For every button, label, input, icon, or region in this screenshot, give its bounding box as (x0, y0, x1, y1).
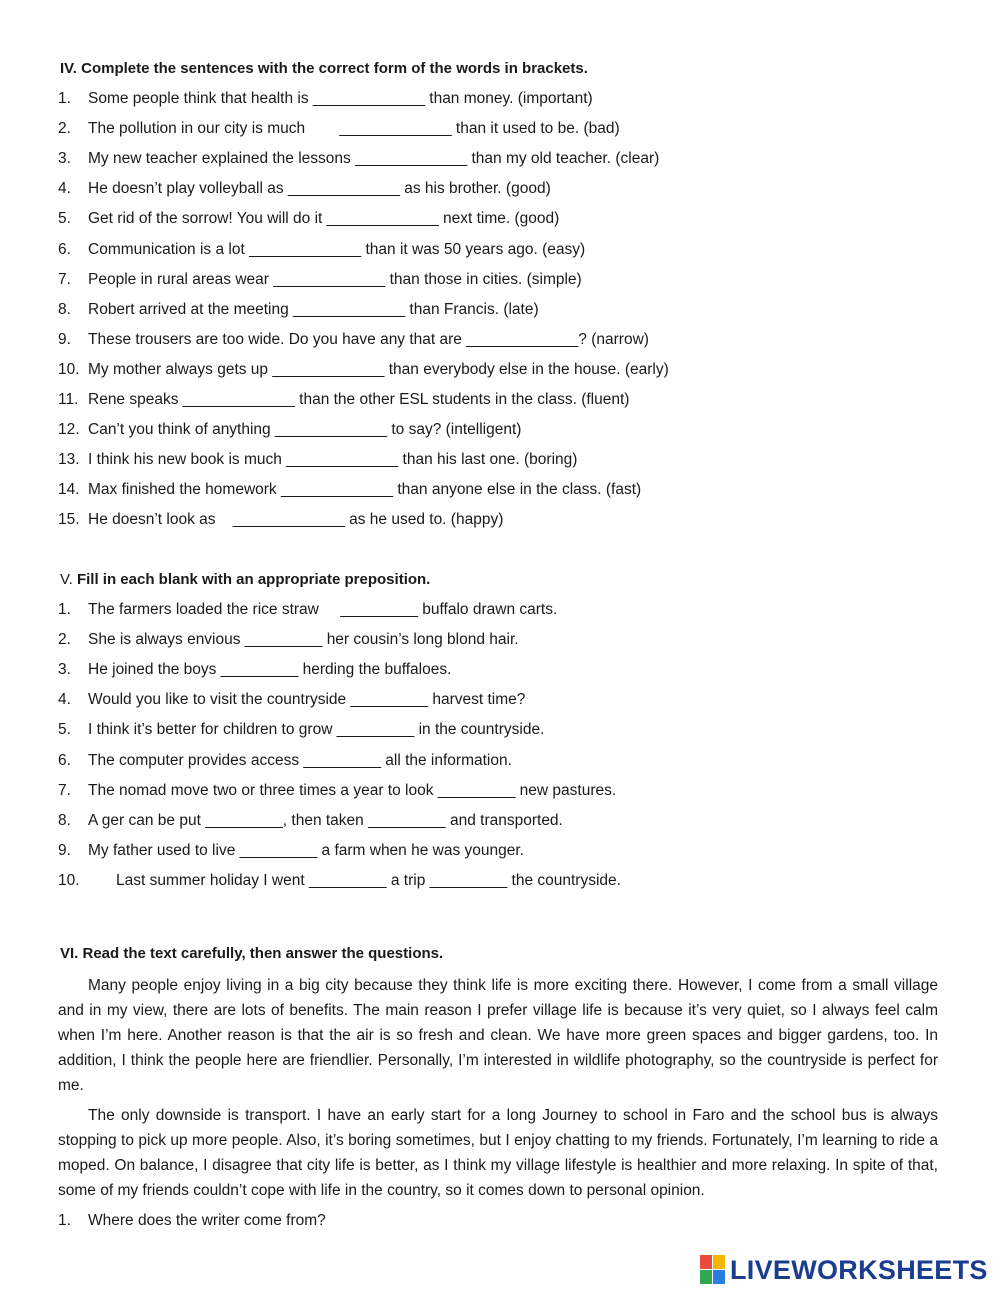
list-item (58, 361, 958, 379)
item-number: 8. (58, 811, 71, 829)
list-item (58, 331, 958, 349)
item-number: 15. (58, 511, 80, 529)
item-number: 6. (58, 751, 71, 769)
item-text: He doesn’t play volleyball as _____________ as his brother. (good) (88, 180, 551, 198)
list-item (58, 90, 958, 108)
item-number: 4. (58, 691, 71, 709)
item-text: The computer provides access _________ all the information. (88, 751, 512, 769)
item-text: Some people think that health is _____________ than money. (important) (88, 90, 593, 107)
item-number: 2. (58, 631, 71, 649)
reading-paragraph-2: The only downside is transport. I have an early start for a long Journey to school in Faro and the school bus is always stopping to pick up more people. Also, it’s boring sometimes, but I enjoy chatting to my friends. Fortunately, I’m learning to ride a moped. On balance, I disagree that city life is better, as I think my village lifestyle is healthier and more relaxing. In spite of that, some of my friends couldn’t cope with life in the country, so it comes down to personal opinion. (58, 1107, 938, 1199)
list-item (58, 601, 958, 619)
section-4-title: IV. Complete the sentences with the correct form of the words in brackets. (60, 60, 588, 77)
item-text: I think it’s better for children to grow _________ in the countryside. (88, 721, 545, 739)
section-5-title: V. Fill in each blank with an appropriate preposition. (60, 571, 431, 588)
item-number: 7. (58, 781, 71, 799)
list-item (58, 511, 958, 529)
list-item (58, 301, 958, 319)
list-item (58, 691, 958, 709)
list-item (58, 210, 958, 228)
item-number: 3. (58, 661, 71, 679)
list-item (58, 180, 958, 198)
logo-text: LIVEWORKSHEETS (730, 1254, 988, 1285)
item-number: 3. (58, 150, 71, 168)
item-number: 1. (58, 90, 71, 107)
item-text: My mother always gets up _____________ than everybody else in the house. (early) (88, 360, 669, 378)
item-number: 11. (58, 391, 79, 408)
item-text: Can’t you think of anything _____________ to say? (intelligent) (88, 421, 522, 439)
item-number: 14. (58, 481, 80, 499)
item-text: These trousers are too wide. Do you have any that are _____________? (narrow) (88, 330, 649, 348)
item-number: 13. (58, 451, 80, 469)
logo-badge-icon (700, 1255, 726, 1285)
list-item (58, 812, 958, 830)
item-text: Get rid of the sorrow! You will do it _____________ next time. (good) (88, 210, 560, 228)
item-number: 4. (58, 180, 71, 198)
item-number: 2. (58, 120, 71, 138)
item-number: 10. (58, 871, 80, 889)
item-text: I think his new book is much _____________ than his last one. (boring) (88, 451, 578, 469)
item-text: Would you like to visit the countryside _________ harvest time? (88, 691, 526, 709)
list-item (58, 721, 958, 739)
item-number: 1. (58, 601, 71, 618)
list-item (58, 451, 958, 469)
question-item (58, 1212, 958, 1230)
item-number: 9. (58, 330, 71, 348)
item-text: Robert arrived at the meeting _____________ than Francis. (late) (88, 300, 539, 318)
item-text: Rene speaks _____________ than the other ESL students in the class. (fluent) (88, 391, 630, 408)
item-text: My father used to live _________ a farm when he was younger. (88, 841, 524, 859)
list-item (58, 421, 958, 439)
list-item (58, 120, 958, 138)
list-item (58, 241, 958, 259)
item-number: 12. (58, 421, 80, 439)
list-item (58, 842, 958, 860)
item-text: The farmers loaded the rice straw _________ buffalo drawn carts. (88, 601, 558, 618)
item-number: 9. (58, 841, 71, 859)
item-number: 10. (58, 360, 80, 378)
item-number: 5. (58, 721, 71, 739)
item-number: 6. (58, 240, 71, 258)
item-text: She is always envious _________ her cousin’s long blond hair. (88, 631, 519, 649)
item-text: Communication is a lot _____________ than it was 50 years ago. (easy) (88, 240, 586, 258)
list-item (58, 631, 958, 649)
list-item (58, 271, 958, 289)
item-text: People in rural areas wear _____________ than those in cities. (simple) (88, 270, 582, 288)
item-number: 7. (58, 270, 71, 288)
item-text: Last summer holiday I went _________ a trip _________ the countryside. (116, 871, 621, 889)
item-text: He joined the boys _________ herding the buffaloes. (88, 661, 452, 679)
list-item (58, 150, 958, 168)
reading-paragraph-1: Many people enjoy living in a big city because they think life is more exciting there. However, I come from a small village and in my view, there are lots of benefits. The main reason I prefer village life is because it’s very quiet, so I always feel calm when I’m here. Another reason is that the air is so fresh and clean. We have more green spaces and bigger gardens, too. In addition, I think the people here are friendlier. Personally, I’m interested in wildlife photography, so the countryside is perfect for me. (58, 977, 938, 1094)
section-6-title: VI. Read the text carefully, then answer the questions. (60, 945, 444, 962)
item-text: My new teacher explained the lessons _____________ than my old teacher. (clear) (88, 150, 660, 168)
list-item (58, 661, 958, 679)
liveworksheets-logo (700, 1253, 988, 1287)
item-text: Max finished the homework _____________ than anyone else in the class. (fast) (88, 481, 642, 499)
list-item (58, 752, 958, 770)
item-text: The nomad move two or three times a year to look _________ new pastures. (88, 781, 617, 799)
list-item (58, 391, 958, 409)
question-number: 1. (58, 1212, 71, 1229)
item-text: A ger can be put _________, then taken _________ and transported. (88, 811, 563, 829)
list-item (58, 782, 958, 800)
item-number: 5. (58, 210, 71, 228)
item-number: 8. (58, 300, 71, 318)
item-text: He doesn’t look as _____________ as he used to. (happy) (88, 511, 504, 529)
item-text: The pollution in our city is much _____________ than it used to be. (bad) (88, 120, 620, 138)
list-item (58, 872, 958, 890)
list-item (58, 481, 958, 499)
question-text: Where does the writer come from? (88, 1212, 326, 1229)
